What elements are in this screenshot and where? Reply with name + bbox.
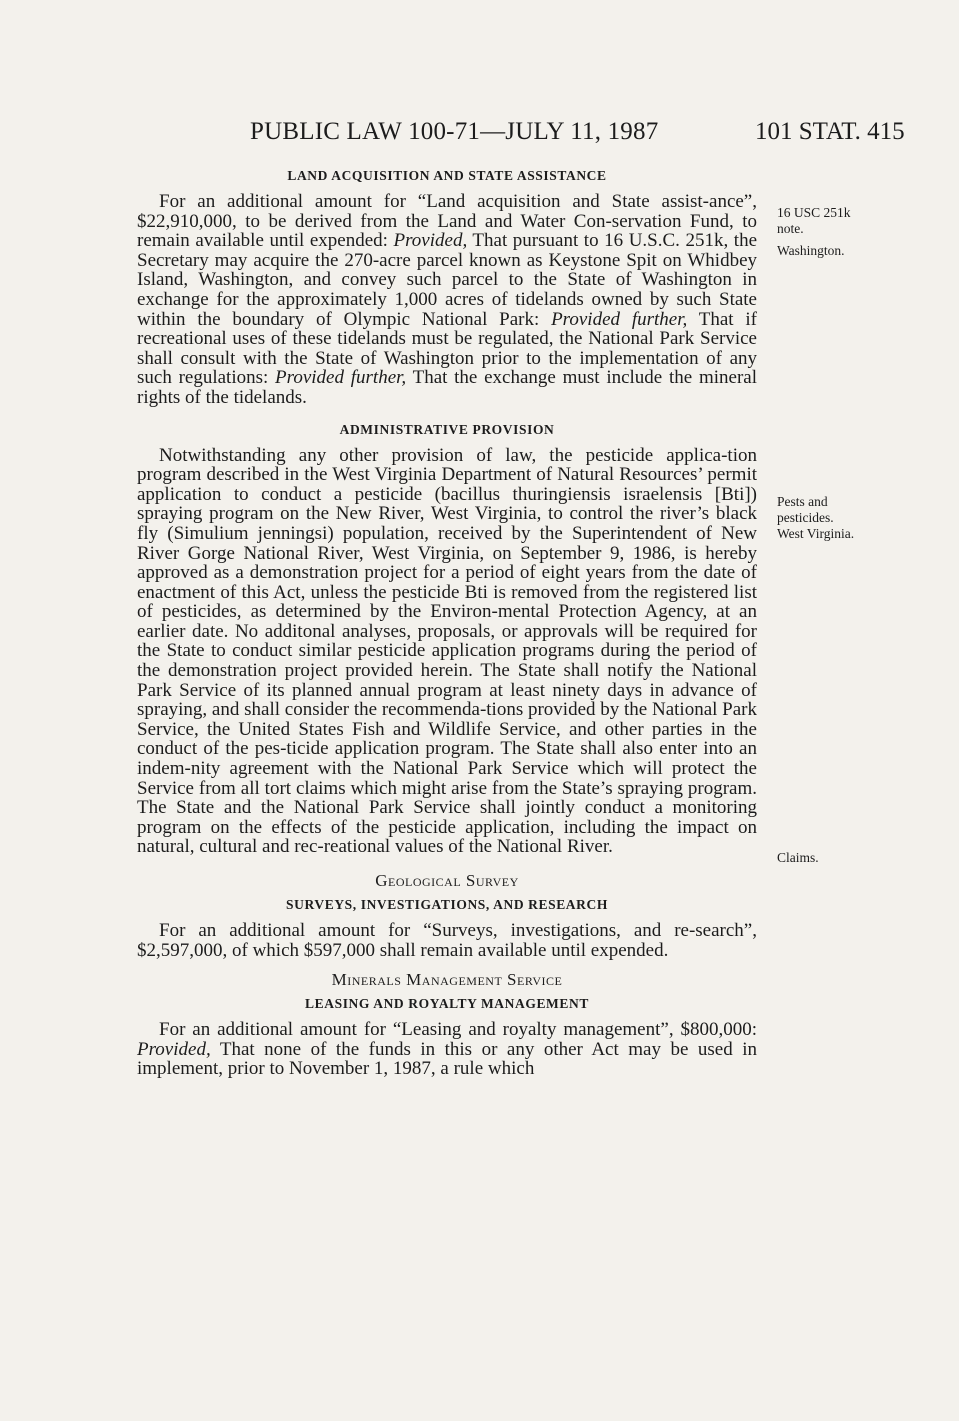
heading-minerals-management-service: Minerals Management Service bbox=[331, 970, 563, 990]
heading-land-acquisition: LAND ACQUISITION AND STATE ASSISTANCE bbox=[287, 168, 607, 183]
paragraph-land-acquisition: For an additional amount for “Land acquisition and State assist-ance”, $22,910,000, to be derived from the Land and Water Con-servation Fund, to remain available until expended: Provided, That pursuant to 16 U.S.C. 251k, the Secretary may acquire the 270-acre parcel known as Keystone Spit on Whidbey Island, Washington, and convey such parcel to the State of Washington in exchange for the approximately 1,000 acres of tidelands owned by such State within the boundary of Olympic National Park: Provided further, That if recreational uses of these tidelands must be regulated, the National Park Service shall consult with the State of Washington prior to the implementation of any such regulations: Provided further, That the exchange must include the mineral rights of the tidelands. bbox=[137, 191, 758, 408]
paragraph-leasing-royalty: For an additional amount for “Leasing and royalty management”, $800,000: Provided, That none of the funds in this or any other Act may be used in implement, prior to November 1, 1987, a rule which bbox=[137, 1019, 757, 1080]
running-header-title: PUBLIC LAW 100-71—JULY 11, 1987 bbox=[250, 118, 659, 145]
margin-note-claims: Claims. bbox=[777, 850, 819, 865]
margin-note-16usc: 16 USC 251k note. bbox=[777, 205, 851, 236]
paragraph-administrative-provision: Notwithstanding any other provision of law, the pesticide applica-tion program described in the West Virginia Department of Natural Resources’ permit application to conduct a pesticide (bacillus thuringiensis israelensis [Bti]) spraying program on the New River, West Virginia, to control the river’s black fly (Simulium jenningsi) population, received by the Superintendent of New River Gorge National River, West Virginia, on September 9, 1986, is hereby approved as a demonstration project for a period of eight years from the date of enactment of this Act, unless the pesticide Bti is removed from the registered list of pesticides, as determined by the Environ-mental Protection Agency, at an earlier date. No additonal analyses, proposals, or approvals will be required for the State to conduct similar pesticide application programs during the period of the demonstration project provided herein. The State shall notify the National Park Service of its planned annual program at least ninety days in advance of spraying, and shall consider the recommenda-tions provided by the National Park Service, the United States Fish and Wildlife Service, and other parties in the conduct of the pes-ticide application program. The State shall also enter into an indem-nity agreement with the National Park Service which will protect the Service from all tort claims which might arise from the State’s spraying program. The State and the National Park Service shall jointly conduct a monitoring program on the effects of the pesticide application, including the impact on natural, cultural and rec-reational values of the National River. bbox=[137, 444, 757, 858]
margin-note-washington: Washington. bbox=[777, 243, 845, 258]
running-header-page: 101 STAT. 415 bbox=[755, 118, 905, 145]
heading-geological-survey: Geological Survey bbox=[375, 871, 519, 890]
paragraph-surveys-investigations: For an additional amount for “Surveys, investigations, and re-search”, $2,597,000, of which $597,000 shall remain available until expended. bbox=[137, 920, 757, 961]
heading-administrative-provision: ADMINISTRATIVE PROVISION bbox=[339, 421, 555, 437]
main-text-column bbox=[137, 168, 757, 1079]
margin-note-pesticides: Pests and pesticides. West Virginia. bbox=[777, 494, 855, 541]
heading-leasing-royalty: LEASING AND ROYALTY MANAGEMENT bbox=[305, 996, 589, 1012]
heading-surveys-investigations: SURVEYS, INVESTIGATIONS, AND RESEARCH bbox=[286, 897, 608, 912]
